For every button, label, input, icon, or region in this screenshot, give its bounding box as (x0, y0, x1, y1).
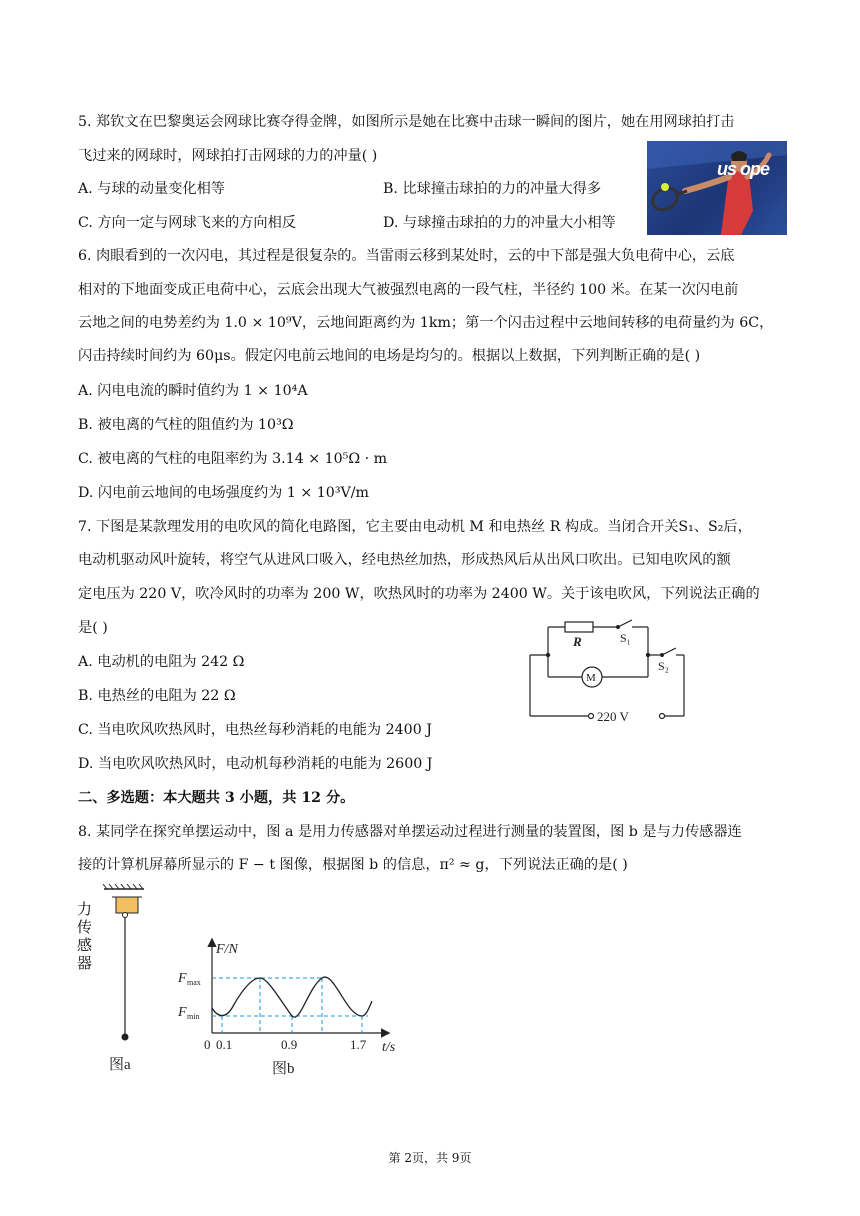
q6-option-b: B. 被电离的气柱的阻值约为 10³Ω (78, 417, 294, 433)
hair-dryer-circuit-diagram (520, 615, 700, 725)
q7-stem-line3: 定电压为 220 V，吹冷风时的功率为 200 W，吹热风时的功率为 2400 W。关于该电吹风，下列说法正确的 (78, 586, 760, 602)
q7-stem-line4: 是( ) (78, 620, 108, 636)
q7-option-b: B. 电热丝的电阻为 22 Ω (78, 688, 236, 704)
q6-stem-line3: 云地之间的电势差约为 1.0 × 10⁹V，云地间距离约为 1km；第一个闪击过程中云地间转移的电荷量约为 6C， (78, 315, 774, 331)
q6-stem-line4: 闪击持续时间约为 60μs。假定闪电前云地间的电场是均匀的。根据以上数据，下列判断正确的是( ) (78, 348, 701, 364)
tick-0: 0 (204, 1037, 211, 1052)
q5-stem-line2: 飞过来的网球时，网球拍打击网球的力的冲量( ) (78, 148, 378, 164)
figure-a-caption: 图a (109, 1057, 131, 1073)
force-time-graph-figure-b (176, 936, 416, 1078)
q6-stem-line1: 6. 肉眼看到的一次闪电，其过程是很复杂的。当雷雨云移到某处时，云的中下部是强大负电荷中心，云底 (78, 248, 735, 264)
q6-option-c: C. 被电离的气柱的电阻率约为 3.14 × 10⁵Ω · m (78, 451, 388, 467)
switch-s2-label: S₂ (658, 659, 669, 673)
q7-option-d: D. 当电吹风吹热风时，电动机每秒消耗的电能为 2600 J (78, 756, 433, 772)
switch-s1-label: S₁ (620, 631, 631, 645)
q5-stem-line1: 5. 郑钦文在巴黎奥运会网球比赛夺得金牌，如图所示是她在比赛中击球一瞬间的图片，她在用网球拍打击 (78, 114, 735, 130)
f-max-label: F (178, 971, 187, 986)
figure-b-caption: 图b (272, 1061, 295, 1077)
q7-stem-line2: 电动机驱动风叶旋转，将空气从进风口吸入，经电热丝加热，形成热风后从出风口吹出。已知电吹风的额 (78, 552, 731, 568)
photo-caption-text: us ope (717, 159, 770, 179)
q8-stem-line2: 接的计算机屏幕所显示的 F − t 图像，根据图 b 的信息，π² ≈ g，下列说法正确的是( ) (78, 857, 628, 873)
q6-stem-line2: 相对的下地面变成正电荷中心，云底会出现大气被强烈电离的一段气柱，半径约 100 米。在某一次闪电前 (78, 282, 739, 298)
q5-option-a: A. 与球的动量变化相等 (78, 181, 225, 197)
tick-0-9: 0.9 (281, 1037, 298, 1052)
f-min-label: F (178, 1005, 187, 1020)
x-axis-label: t/s (382, 1040, 396, 1055)
resistor-label: R (573, 634, 582, 649)
tennis-player-illustration (647, 141, 787, 235)
y-axis-label: F/N (216, 942, 238, 957)
q5-option-c: C. 方向一定与网球飞来的方向相反 (78, 215, 296, 231)
q6-option-d: D. 闪电前云地间的电场强度约为 1 × 10³V/m (78, 485, 369, 501)
q6-option-a: A. 闪电电流的瞬时值约为 1 × 10⁴A (78, 383, 308, 399)
f-max-subscript: max (187, 978, 201, 987)
tick-1-7: 1.7 (350, 1037, 367, 1052)
section-multiple-choice-heading: 二、多选题：本大题共 3 小题，共 12 分。 (78, 790, 355, 806)
force-sensor-label: 力传感器 (77, 900, 93, 972)
q8-stem-line1: 8. 某同学在探究单摆运动中，图 a 是用力传感器对单摆运动过程进行测量的装置图，图 b 是与力传感器连 (78, 824, 742, 840)
motor-label: M (586, 672, 596, 684)
q7-option-a: A. 电动机的电阻为 242 Ω (78, 654, 245, 670)
q7-option-c: C. 当电吹风吹热风时，电热丝每秒消耗的电能为 2400 J (78, 722, 432, 738)
f-min-subscript: min (187, 1012, 200, 1021)
voltage-label: 220 V (597, 709, 629, 724)
tick-0-1: 0.1 (216, 1037, 233, 1052)
q5-option-b: B. 比球撞击球拍的力的冲量大得多 (383, 181, 602, 197)
tennis-photo (647, 141, 787, 235)
q7-stem-line1: 7. 下图是某款理发用的电吹风的简化电路图，它主要由电动机 M 和电热丝 R 构成。当闭合开关S₁、S₂后， (78, 519, 752, 535)
page-footer: 第 2页，共 9页 (388, 1151, 472, 1165)
q5-option-d: D. 与球撞击球拍的力的冲量大小相等 (383, 215, 616, 231)
